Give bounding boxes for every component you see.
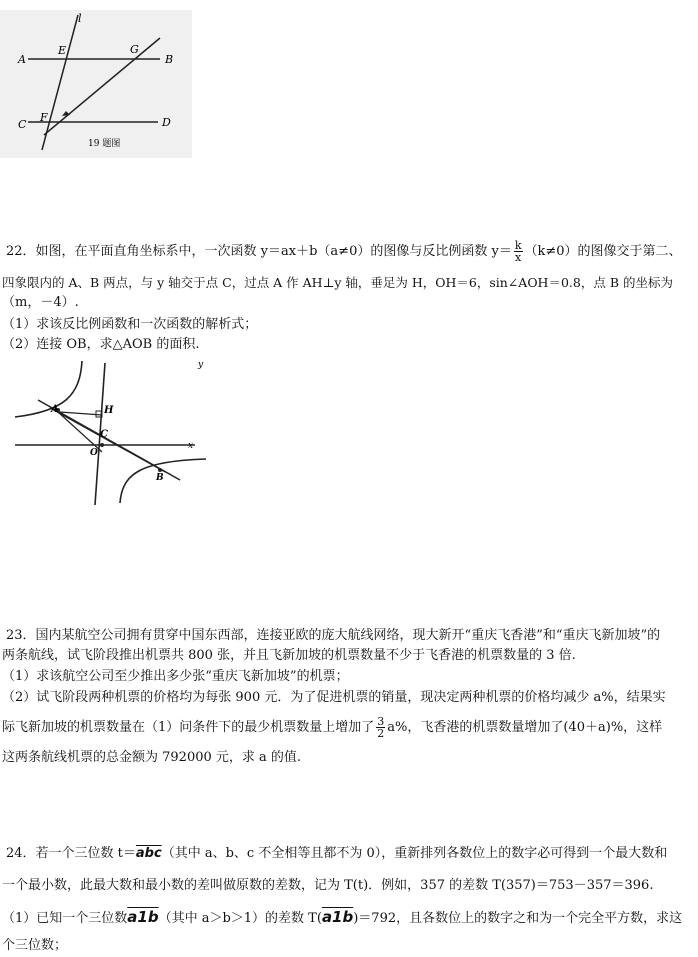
q22-frac-num: k	[514, 239, 522, 252]
q22-part1: （1）求该反比例函数和一次函数的解析式；	[2, 317, 258, 332]
q23-line5-b: a%，飞香港的机票数量增加了(40＋a)%，这样	[387, 720, 663, 735]
q24-line2: 一个最小数，此最大数和最小数的差叫做原数的差数，记为 T(t)．例如，357 的差数 T(357)＝753－357＝396.	[2, 878, 654, 893]
q24-part1-c: )＝792，且各数位上的数字之和为一个完全平方数，求这	[353, 911, 683, 926]
fig22-label-x: x	[188, 441, 194, 451]
q24-part1-a: （1）已知一个三位数	[2, 911, 128, 926]
q23-line6: 这两条航线机票的总金额为 792000 元，求 a 的值.	[2, 750, 302, 765]
fig19-label-G: G	[130, 43, 139, 56]
figure-19-drawing	[0, 10, 192, 158]
q24-part1	[2, 910, 682, 926]
q23-line5-a: 际飞新加坡的机票数量在（1）问条件下的最少机票数量上增加了	[2, 720, 375, 735]
q23-part1: （1）求该航空公司至少推出多少张“重庆飞新加坡”的机票；	[2, 669, 349, 684]
figure-22	[10, 355, 210, 510]
q23-fraction	[376, 716, 385, 739]
q24-abc: $\overline{abc}$	[135, 846, 162, 861]
fig22-label-A: A	[51, 404, 59, 415]
q22-line1-b: （k≠0）的图像交于第二、	[524, 244, 682, 259]
q23-frac-den: 2	[377, 727, 385, 740]
fig19-label-E: E	[58, 44, 67, 57]
fig19-label-F: F	[40, 111, 48, 124]
q24-line1-b: （其中 a、b、c 不全相等且都不为 0），重新排列各数位上的数字必可得到一个最大数和	[161, 846, 668, 861]
q22-part2: （2）连接 OB，求△AOB 的面积.	[2, 337, 200, 352]
q22-line3: （m，－4）.	[2, 295, 79, 310]
fig22-label-B: B	[156, 473, 164, 483]
q23-line2: 两条航线，试飞阶段推出机票共 800 张，并且飞新加坡的机票数量不少于飞香港的机票数量的 3 倍.	[2, 648, 576, 663]
q24-line4: 个三位数；	[2, 938, 68, 953]
q24-line1	[6, 846, 667, 861]
q24-a1b-2: a1b	[321, 908, 354, 926]
fig19-caption: 19 题图	[88, 139, 121, 149]
fig22-label-y: y	[198, 360, 204, 370]
q22-frac-den: x	[515, 251, 522, 264]
fig22-label-C: C	[100, 429, 108, 440]
fig19-label-D: D	[162, 116, 171, 129]
fig22-label-O: O	[90, 448, 98, 458]
fig19-label-B: B	[165, 53, 174, 66]
q24-line1-a: 24．若一个三位数 t＝	[6, 846, 136, 861]
q22-line2: 四象限内的 A、B 两点，与 y 轴交于点 C，过点 A 作 AH⊥y 轴，垂足为 H，OH＝6，sin∠AOH＝0.8，点 B 的坐标为	[2, 275, 673, 290]
fig22-label-H: H	[104, 405, 114, 416]
figure-22-drawing	[10, 355, 210, 510]
q23-line5	[2, 716, 662, 739]
q22-fraction	[514, 240, 523, 263]
figure-19	[0, 10, 192, 158]
q22-line1-a: 22．如图，在平面直角坐标系中，一次函数 y＝ax＋b（a≠0）的图像与反比例函数 y＝	[6, 244, 512, 259]
q23-frac-num: 3	[377, 715, 385, 728]
q23-part2: （2）试飞阶段两种机票的价格均为每张 900 元．为了促进机票的销量，现决定两种机票的价格均减少 a%，结果实	[2, 690, 666, 705]
fig19-label-l: l	[78, 12, 82, 25]
fig19-label-A: A	[18, 53, 26, 66]
q22-line1	[6, 240, 682, 263]
fig19-label-C: C	[18, 118, 27, 131]
q24-a1b: a1b	[127, 908, 159, 926]
q24-part1-b: （其中 a＞b＞1）的差数 T(	[158, 911, 322, 926]
q23-line1: 23．国内某航空公司拥有贯穿中国东西部，连接亚欧的庞大航线网络，现大新开“重庆飞香港”和“重庆飞新加坡”的	[6, 628, 661, 643]
